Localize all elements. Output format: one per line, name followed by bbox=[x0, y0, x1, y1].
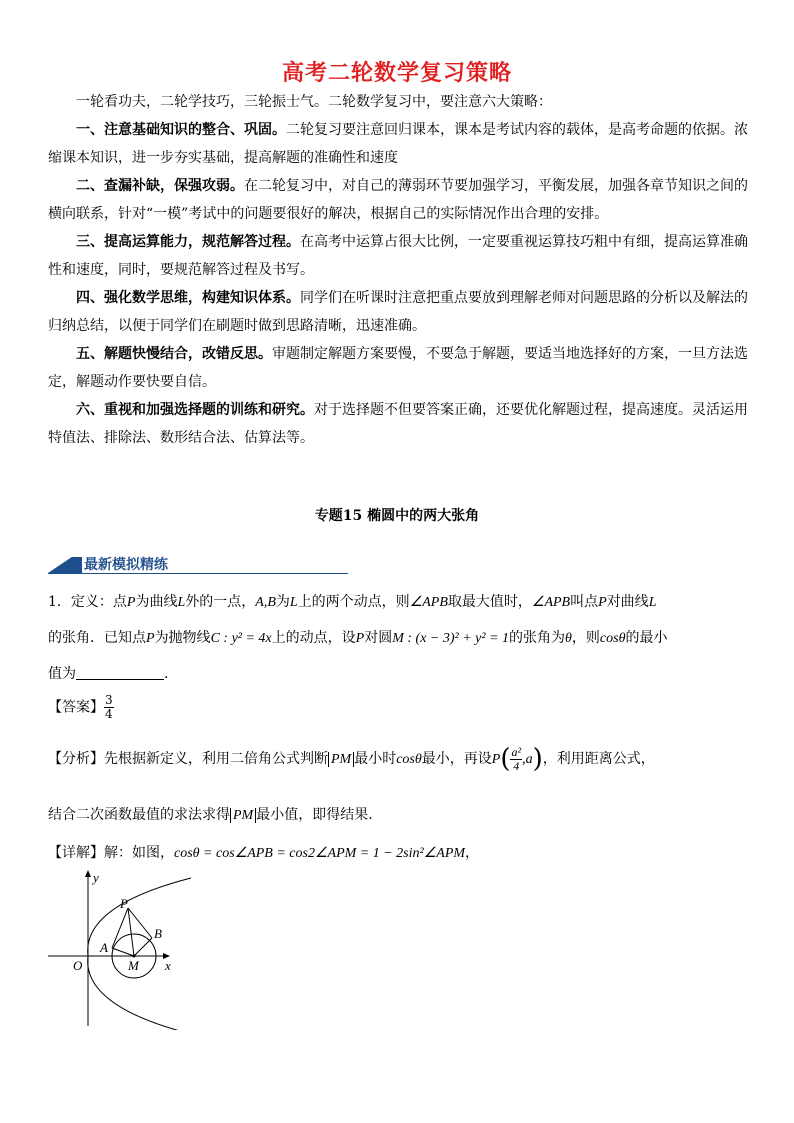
segment-BM bbox=[134, 938, 152, 956]
analysis-text: 最小值，即得结果. bbox=[256, 807, 373, 823]
segment-PA bbox=[112, 908, 128, 948]
answer bbox=[48, 694, 114, 721]
answer-fraction bbox=[104, 694, 114, 721]
analysis-label: 【分析】 bbox=[48, 751, 104, 767]
strategy-heading: 六、重视和加强选择题的训练和研究。 bbox=[76, 402, 314, 418]
segment-PM bbox=[128, 908, 134, 956]
analysis-line-1 bbox=[48, 744, 768, 774]
math-expr: PM bbox=[328, 752, 354, 767]
math-expr: cosθ bbox=[599, 631, 626, 646]
analysis-text: 先根据新定义，利用二倍角公式判断 bbox=[104, 751, 328, 767]
math-var: P bbox=[126, 595, 136, 610]
question-text: 为曲线 bbox=[135, 594, 178, 610]
math-expr: cosθ = cos∠APB = cos2∠APM = 1 − 2sin²∠APM bbox=[174, 846, 466, 861]
coord-fraction bbox=[510, 746, 522, 773]
page-title: 高考二轮数学复习策略 bbox=[281, 61, 512, 86]
math-var: P bbox=[491, 752, 501, 767]
fraction-denominator: 4 bbox=[105, 707, 113, 721]
math-var: L bbox=[648, 595, 657, 610]
label-B: B bbox=[154, 926, 162, 941]
analysis-text: 最小时 bbox=[354, 751, 397, 767]
detail-label: 【详解】 bbox=[48, 845, 104, 861]
strategy-body: 在高考中运算占很大比例，一定要重视运算技巧粗中有细，提高运算准确性和速度，同时，要规范解答过程及书写。 bbox=[48, 234, 748, 278]
question-text: . bbox=[164, 666, 169, 682]
banner-label: 最新模拟精练 bbox=[84, 557, 168, 573]
analysis-text: 结合二次函数最值的求法求得 bbox=[48, 807, 230, 823]
strategy-body: 审题制定解题方案要慢，不要急于解题，要适当地选择好的方案，一旦方法选定，解题动作要快要自信。 bbox=[48, 346, 748, 390]
fraction-numerator: a² bbox=[511, 744, 522, 759]
math-expr: cosθ bbox=[396, 752, 422, 767]
question-text: 外的一点， bbox=[185, 594, 256, 610]
label-O: O bbox=[73, 958, 83, 973]
analysis-text: ，利用距离公式， bbox=[542, 751, 655, 767]
math-var: P bbox=[146, 631, 155, 646]
strategy-body: 在二轮复习中，对自己的薄弱环节要加强学习，平衡发展，加强各章节知识之间的横向联系，针对“一模”考试中的问题要很好的解决，根据自己的实际情况作出合理的安排。 bbox=[48, 178, 748, 222]
question-text: ，则 bbox=[571, 630, 600, 646]
banner-underline bbox=[48, 573, 348, 574]
question-text: 1．定义：点 bbox=[48, 594, 127, 610]
fraction-numerator: 3 bbox=[105, 693, 113, 707]
strategy-body: 二轮复习要注意回归课本，课本是考试内容的载体，是高考命题的依据。浓缩课本知识，进一步夯实基础，提高解题的准确性和速度 bbox=[48, 122, 748, 166]
y-axis-arrow-icon bbox=[85, 870, 91, 877]
answer-label: 【答案】 bbox=[48, 699, 104, 716]
detail-text: ， bbox=[465, 845, 480, 861]
strategy-heading: 五、解题快慢结合，改错反思。 bbox=[76, 346, 272, 362]
right-paren: ) bbox=[532, 744, 543, 774]
fraction-denominator: 4 bbox=[513, 758, 520, 773]
section-title: 专题15 椭圆中的两大张角 bbox=[314, 508, 480, 524]
question-text: 上的动点，设 bbox=[271, 630, 356, 646]
analysis-line-2 bbox=[48, 804, 373, 824]
question-line-2 bbox=[48, 628, 752, 649]
math-expr: C : y² = 4x bbox=[210, 631, 272, 646]
math-var: A,B bbox=[255, 595, 276, 610]
strategy-5 bbox=[48, 340, 748, 396]
parabola-circle-figure bbox=[46, 866, 196, 1030]
detail-line bbox=[48, 842, 479, 862]
label-x: x bbox=[165, 958, 171, 973]
banner-tab-icon bbox=[48, 557, 82, 573]
label-A: A bbox=[100, 940, 108, 955]
question-text: 叫点 bbox=[570, 594, 599, 610]
question-text: 的张角．已知点 bbox=[48, 630, 146, 646]
strategy-6 bbox=[48, 396, 748, 452]
strategy-1 bbox=[48, 116, 748, 172]
question-line-1 bbox=[48, 592, 752, 613]
detail-text: 解：如图， bbox=[104, 845, 174, 861]
question-text: 为抛物线 bbox=[154, 630, 211, 646]
section-banner bbox=[48, 556, 348, 576]
label-M: M bbox=[128, 958, 139, 973]
question-text: 的最小 bbox=[625, 630, 668, 646]
left-paren: ( bbox=[500, 744, 511, 774]
strategy-heading: 一、注意基础知识的整合、巩固。 bbox=[76, 122, 286, 138]
strategy-body: 对于选择题不但要答案正确，还要优化解题过程，提高速度。灵活运用特值法、排除法、数形结合法、估算法等。 bbox=[48, 402, 748, 446]
question-text: 的张角为 bbox=[509, 630, 566, 646]
label-P: P bbox=[120, 896, 128, 911]
analysis-text: 最小，再设 bbox=[421, 751, 492, 767]
strategy-2 bbox=[48, 172, 748, 228]
question-line-3 bbox=[48, 664, 752, 684]
strategy-heading: 二、查漏补缺，保强攻弱。 bbox=[76, 178, 244, 194]
strategy-body: 同学们在听课时注意把重点要放到理解老师对问题思路的分析以及解法的归纳总结，以便于同学们在刷题时做到思路清晰，迅速准确。 bbox=[48, 290, 748, 334]
question-text: 取最大值时， bbox=[447, 594, 532, 610]
strategy-4 bbox=[48, 284, 748, 340]
label-y: y bbox=[93, 870, 99, 885]
question-text: 上的两个动点，则 bbox=[297, 594, 410, 610]
strategy-heading: 四、强化数学思维，构建知识体系。 bbox=[76, 290, 300, 306]
strategy-3 bbox=[48, 228, 748, 284]
math-var: L bbox=[289, 595, 298, 610]
math-expr: ,a bbox=[522, 752, 533, 767]
math-var: P bbox=[355, 631, 365, 646]
question-text: 对圆 bbox=[364, 630, 393, 646]
strategy-heading: 三、提高运算能力，规范解答过程。 bbox=[76, 234, 300, 250]
math-var: θ bbox=[565, 631, 572, 646]
math-expr: M : (x − 3)² + y² = 1 bbox=[392, 631, 510, 646]
question-text: 为 bbox=[275, 594, 290, 610]
intro-paragraph: 一轮看功夫，二轮学技巧，三轮振士气。二轮数学复习中，要注意六大策略： bbox=[76, 94, 552, 110]
math-var: L bbox=[177, 595, 186, 610]
math-expr: ∠APB bbox=[409, 595, 448, 610]
math-expr: PM bbox=[230, 808, 256, 823]
math-var: P bbox=[598, 595, 607, 610]
segment-AM bbox=[112, 948, 134, 956]
question-text: 对曲线 bbox=[606, 594, 649, 610]
question-text: 值为 bbox=[48, 666, 76, 682]
answer-blank bbox=[76, 665, 164, 680]
math-expr: ∠APB bbox=[531, 595, 571, 610]
